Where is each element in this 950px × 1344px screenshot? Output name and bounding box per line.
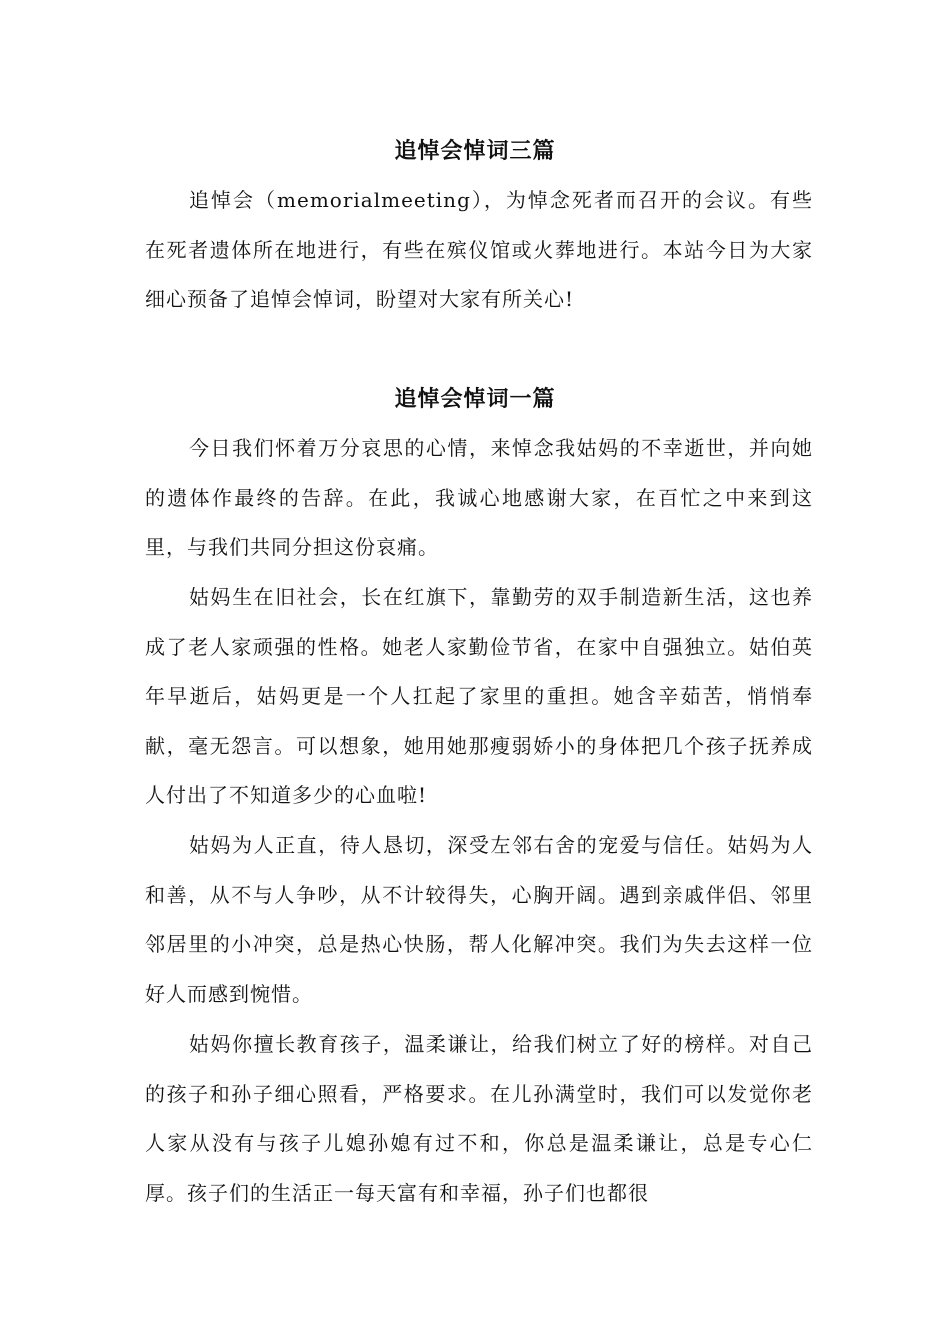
body-paragraph-3: 姑妈为人正直，待人恳切，深受左邻右舍的宠爱与信任。姑妈为人和善，从不与人争吵，从不计较得失，心胸开阔。遇到亲戚伴侣、邻里邻居里的小冲突，总是热心快肠，帮人化解冲突。我们为失去这样一位好人而感到惋惜。 [145, 833, 813, 1006]
intro-paragraph: 追悼会（memorialmeeting），为悼念死者而召开的会议。有些在死者遗体所在地进行，有些在殡仪馆或火葬地进行。本站今日为大家细心预备了追悼会悼词，盼望对大家有所关心! [145, 188, 813, 311]
section-title: 追悼会悼词一篇 [394, 386, 556, 412]
body-paragraph-1: 今日我们怀着万分哀思的心情，来悼念我姑妈的不幸逝世，并向她的遗体作最终的告辞。在此，我诚心地感谢大家，在百忙之中来到这里，与我们共同分担这份哀痛。 [145, 436, 813, 559]
document-title: 追悼会悼词三篇 [394, 138, 556, 164]
body-paragraph-2: 姑妈生在旧社会，长在红旗下，靠勤劳的双手制造新生活，这也养成了老人家顽强的性格。她老人家勤俭节省，在家中自强独立。姑伯英年早逝后，姑妈更是一个人扛起了家里的重担。她含辛茹苦，悄悄奉献，毫无怨言。可以想象，她用她那瘦弱娇小的身体把几个孩子抚养成人付出了不知道多少的心血啦! [145, 585, 813, 807]
body-paragraph-4: 姑妈你擅长教育孩子，温柔谦让，给我们树立了好的榜样。对自己的孩子和孙子细心照看，严格要求。在儿孙满堂时，我们可以发觉你老人家从没有与孩子儿媳孙媳有过不和，你总是温柔谦让，总是专心仁厚。孩子们的生活正一每天富有和幸福，孙子们也都很 [145, 1032, 813, 1205]
